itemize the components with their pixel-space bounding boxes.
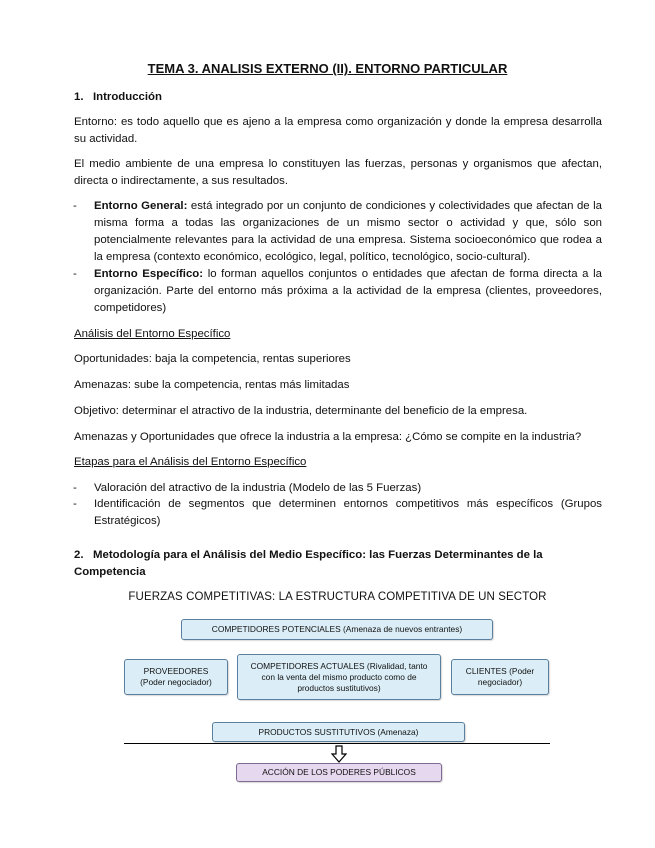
etapa-text: Valoración del atractivo de la industria (Modelo de las 5 Fuerzas) — [94, 482, 422, 494]
intro-paragraph-2: El medio ambiente de una empresa lo constituyen las fuerzas, personas y organismos que afectan, directa o indirectamente, a sus resultados. — [74, 158, 602, 187]
etapa-item-2 — [74, 496, 602, 530]
bullet-dash: - — [73, 200, 77, 212]
box-clientes: CLIENTES (Poder negociador) — [451, 659, 549, 695]
bullet-entorno-especifico — [74, 266, 602, 317]
box-poderes-publicos: ACCIÓN DE LOS PODERES PÚBLICOS — [236, 763, 442, 782]
bullet-term: Entorno Específico: — [94, 268, 204, 280]
bullet-text: lo forman aquellos conjuntos o entidades que afectan de forma directa a la organización. Parte del entorno más próxima a la actividad de la empresa (clientes, proveedores, competidores) — [94, 268, 602, 314]
box-proveedores: PROVEEDORES (Poder negociador) — [124, 659, 228, 695]
section-2-heading-text: Metodología para el Análisis del Medio Específico: las Fuerzas Determinantes de la Competencia — [74, 549, 543, 578]
bullet-entorno-general — [74, 198, 602, 266]
section-1-heading — [74, 89, 602, 106]
box-competidores-potenciales: COMPETIDORES POTENCIALES (Amenaza de nuevos entrantes) — [181, 619, 493, 640]
etapa-text: Identificación de segmentos que determinen entornos competitivos más específicos (Grupos Estratégicos) — [94, 498, 602, 527]
bullet-text: está integrado por un conjunto de condiciones y colectividades que afectan de la misma forma a todas las organizaciones de un mismo sector o actividad y que, sólo son potencialmente relevantes para la actividad de una empresa. Sistema socioeconómico que rodea a la empresa (contexto económico, ecológico, legal, político, tecnológico, socio-cultural). — [94, 200, 602, 263]
diagram-divider-line — [124, 743, 550, 744]
bullet-dash: - — [73, 498, 77, 510]
section-1-heading-text: Introducción — [93, 91, 162, 103]
intro-paragraph-1: Entorno: es todo aquello que es ajeno a la empresa como organización y donde la empresa desarrolla su actividad. — [74, 116, 602, 145]
amenazas-line: Amenazas: sube la competencia, rentas más limitadas — [74, 379, 350, 391]
page-title: TEMA 3. ANALISIS EXTERNO (II). ENTORNO PARTICULAR — [147, 61, 508, 76]
analisis-heading: Análisis del Entorno Específico — [74, 328, 231, 340]
objetivo-line: Objetivo: determinar el atractivo de la industria, determinante del beneficio de la empresa. — [74, 405, 528, 417]
section-2-number: 2. — [74, 549, 84, 561]
down-arrow-icon — [331, 745, 347, 763]
section-2-heading — [74, 547, 602, 581]
etapa-item-1 — [74, 480, 602, 497]
box-competidores-actuales: COMPETIDORES ACTUALES (Rivalidad, tanto con la venta del mismo producto como de productos sustitutivos) — [237, 654, 441, 700]
oportunidades-line: Oportunidades: baja la competencia, rentas superiores — [74, 353, 351, 365]
section-1-number: 1. — [74, 91, 84, 103]
diagram-title: FUERZAS COMPETITIVAS: LA ESTRUCTURA COMPETITIVA DE UN SECTOR — [128, 591, 547, 603]
box-productos-sustitutivos: PRODUCTOS SUSTITUTIVOS (Amenaza) — [212, 722, 465, 742]
amenazas-oportunidades-line: Amenazas y Oportunidades que ofrece la industria a la empresa: ¿Cómo se compite en la industria? — [74, 431, 582, 443]
bullet-dash: - — [73, 482, 77, 494]
etapas-heading: Etapas para el Análisis del Entorno Específico — [74, 456, 307, 468]
bullet-dash: - — [73, 268, 77, 280]
bullet-term: Entorno General: — [94, 200, 188, 212]
